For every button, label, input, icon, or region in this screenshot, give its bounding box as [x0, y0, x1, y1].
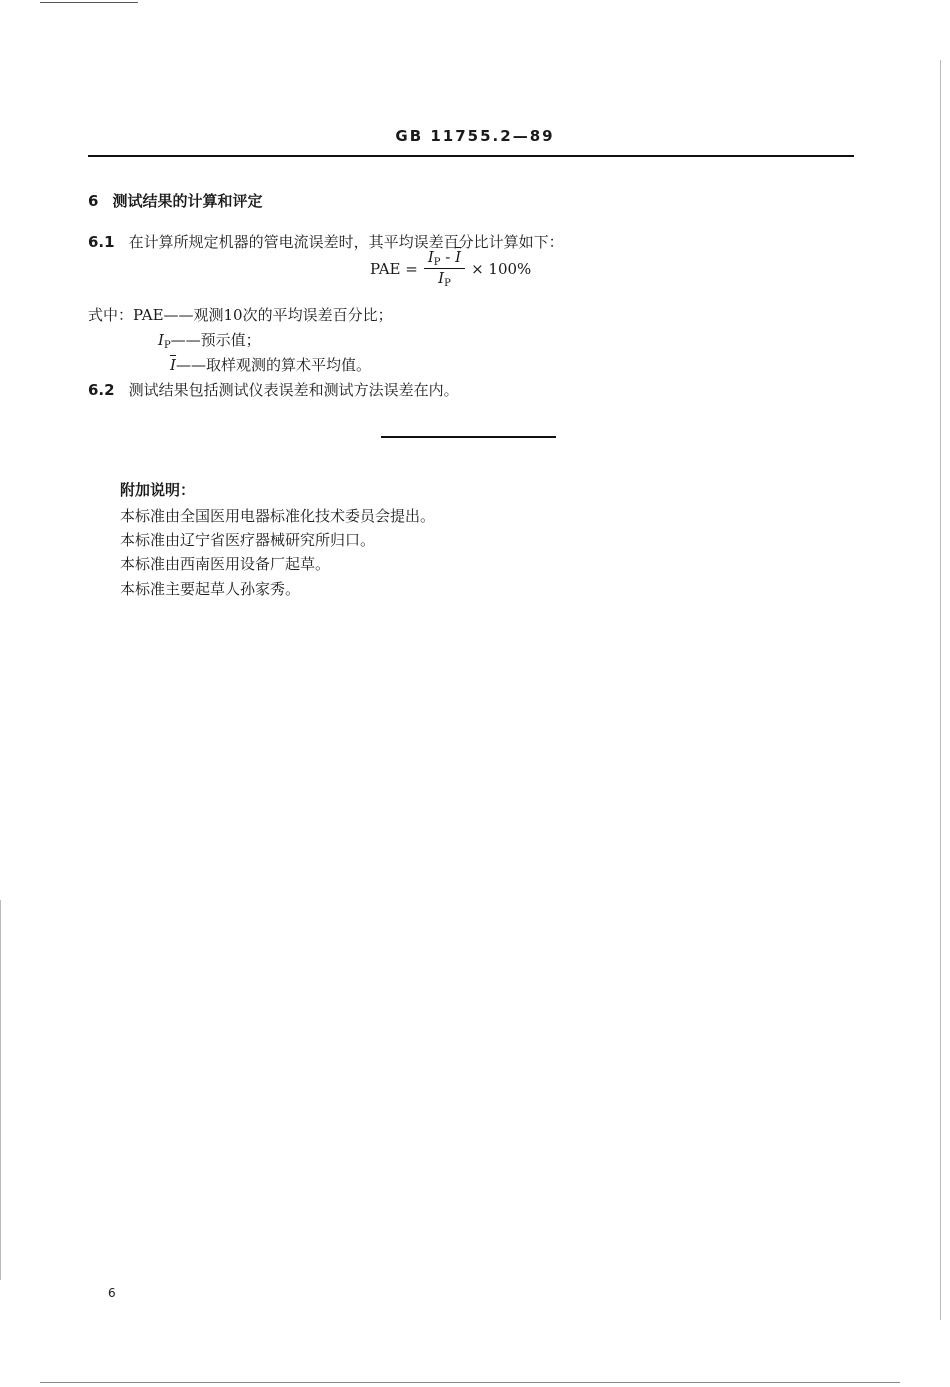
formula-rhs: × 100% [471, 259, 532, 278]
where-desc: ——预示值； [170, 331, 261, 349]
where-lead: 式中： [88, 306, 134, 324]
scan-edge-right [940, 60, 941, 1320]
end-rule [381, 436, 556, 438]
section-title: 测试结果的计算和评定 [112, 192, 263, 210]
scan-edge-left [0, 900, 1, 1280]
where-line-3 [170, 354, 371, 375]
where-line-2: $I_P——$预示值； [158, 331, 261, 351]
header-rule [88, 155, 854, 157]
page-number: 6 [108, 1286, 116, 1300]
where-line-1 [88, 304, 393, 325]
pae-formula [370, 248, 531, 289]
formula-lhs: PAE = [370, 259, 418, 278]
clause-text: 在计算所规定机器的管电流误差时，其平均误差百分比计算如下： [128, 233, 564, 251]
clause-number: 6.2 [88, 381, 115, 399]
notes-title: 附加说明： [120, 481, 196, 499]
where-desc: ——取样观测的算术平均值。 [175, 356, 371, 374]
notes-line-4: 本标准主要起草人孙家秀。 [120, 580, 301, 598]
where-symbol: I [158, 331, 164, 349]
clause-number: 6.1 [88, 233, 115, 251]
formula-fraction [424, 248, 465, 289]
section-6-heading [88, 190, 262, 211]
notes-line-2: 本标准由辽宁省医疗器械研究所归口。 [120, 531, 376, 549]
standard-code-header: GB 11755.2—89 [395, 127, 555, 145]
where-desc: ——观测10次的平均误差百分比； [163, 306, 393, 324]
clause-text: 测试结果包括测试仪表误差和测试方法误差在内。 [128, 381, 459, 399]
scan-mark-top [40, 2, 138, 3]
notes-line-3: 本标准由西南医用设备厂起草。 [120, 555, 331, 573]
where-symbol: $\overline{I}$ [170, 356, 176, 374]
where-symbol: PAE [133, 306, 164, 324]
clause-6-2 [88, 379, 459, 400]
formula-numerator: $I_P - \overline{I}$ [424, 248, 465, 269]
scan-mark-bottom [40, 1382, 900, 1383]
notes-line-1: 本标准由全国医用电器标准化技术委员会提出。 [120, 507, 436, 525]
formula-denominator: $I_P$ [438, 269, 451, 289]
section-number: 6 [88, 192, 99, 210]
